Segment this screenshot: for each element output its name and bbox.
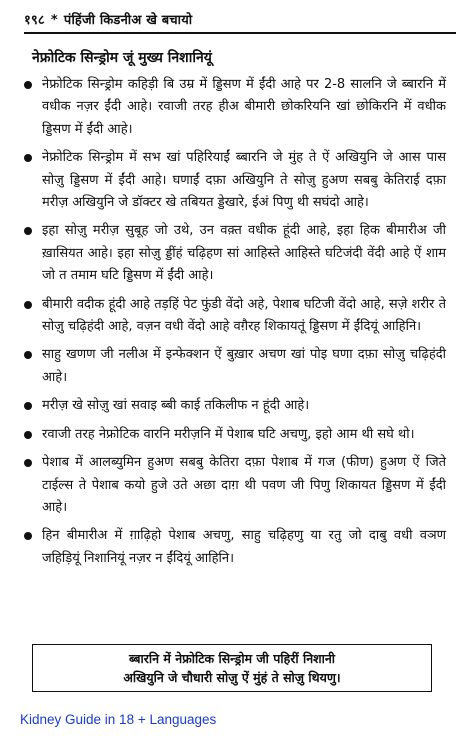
list-item	[22, 220, 446, 287]
list-item-text: मरीज़ खे सोज़ु खां सवाइ ब्बी काई तकिलीफ न हूंदी आहे।	[42, 398, 310, 414]
section-title: नेफ्रोटिक सिन्ड्रोम जूं मुख्य निशानियूं	[32, 50, 212, 66]
list-item-text: बीमारी वदीक हूंदी आहे तड़हिं पेट फुंडी वेंदो अहे, पेशाब घटिजी वेंदो आहे, सज़े शरीर ते सोज़ु चढ़िहंदी आहे, वज़न वधी वेंदो आहे वग़ैरह शिकायतूं ड्डिसण में ईंदियूं आहिनि।	[42, 296, 446, 335]
book-title: पंहिंजी किडनीअ खे बचायो	[63, 13, 193, 28]
bullet-icon	[24, 431, 32, 439]
bullet-icon	[24, 532, 32, 540]
callout-line-1: ब्बारनि में नेफ्रोटिक सिन्ड्रोम जी पहिरीं निशानी	[128, 651, 336, 666]
list-item	[22, 294, 446, 339]
bullet-icon	[24, 351, 32, 359]
list-item-text: पेशाब में आलब्युमिन हुअण सबबु केतिरा दफ़ा पेशाब में गज (फीण) हुअण ऐं जिते टाईल्स ते पेशाब कयो हुजे उते अछा दाग़ थी पवण जी पिणु शिकायत ड्डिसण में ईंदी आहे।	[42, 455, 446, 515]
list-item-text: इहा सोज़ु मरीज़ सुबूह जो उथे, उन वक़्त वधीक हूंदी आहे, इहा हिक बीमारीअ जी ख़ासियत आहे। इहा सोज़ु ड्डींहं चढ़िहण सां आहिस्ते आहिस्ते घटिजंदी वेंदी आहे ऐं शाम जो त तमाम घटि ड्डिसण में ईंदी आहे।	[42, 223, 446, 284]
footer-link[interactable]: Kidney Guide in 18 + Languages	[20, 712, 217, 727]
list-item-text: नेफ्रोटिक सिन्ड्रोम कहिड़ी बि उम्र में ड्डिसण में ईंदी आहे पर 2-8 सालनि जे ब्बारनि में वधीक नज़र ईंदी आहे। रवाजी तरह हीअ बीमारी छोकरियनि खां छोकिरनि में वधीक ड्डिसण में ईंदी आहे।	[42, 77, 446, 137]
bullet-icon	[24, 81, 32, 89]
list-item-text: साहु खणण जी नलीअ में इन्फेक्शन ऐं बुख़ार अचण खां पोइ घणा दफ़ा सोज़ु चढ़िहंदी आहे।	[42, 347, 446, 385]
callout-line-2: अखियुनि जे चौधारी सोज़ु ऐं मुंहं ते सोज़ु थियणु।	[123, 670, 341, 685]
header-rule	[24, 32, 456, 34]
bullet-icon	[24, 402, 32, 410]
list-item	[22, 525, 446, 570]
bullet-icon	[24, 227, 32, 235]
page-header	[24, 10, 450, 28]
bullet-icon	[24, 154, 32, 162]
bullet-icon	[24, 301, 32, 309]
page-number: १९८	[24, 13, 45, 28]
list-item	[22, 147, 446, 214]
list-item-text: नेफ्रोटिक सिन्ड्रोम में सभ खां पहिरियाईं ब्बारनि जे मुंह ते ऐं अखियुनि जे आस पास सोज़ु ड्डिसण में ईंदी आहे। घणाईं दफ़ा अखियुनि ते सोज़ु हुअण सबबु केतिराई दफ़ा मरीज़ अखियुनि जे डॉक्टर खे तबियत ड्डेखारे, ईअं पिणु थी सघंदो आहे।	[42, 150, 446, 211]
list-item	[22, 424, 446, 446]
list-item-text: रवाजी तरह नेफ्रोटिक वारनि मरीज़नि में पेशाब घटि अचणु, इहो आम थी सघे थो।	[42, 426, 415, 442]
list-item-text: हिन बीमारीअ में ग़ाढ़िहो पेशाब अचणु, साहु चढ़िहणु या रतु जो दाबु वधी वञण जहिड़ियूं निशानियूं नज़र न ईंदियूं आहिनि।	[42, 528, 446, 566]
list-item	[22, 395, 446, 417]
list-item	[22, 344, 446, 389]
header-separator: *	[50, 13, 58, 28]
list-item	[22, 452, 446, 519]
symptom-list	[22, 74, 446, 576]
key-sign-callout	[32, 644, 432, 692]
list-item	[22, 74, 446, 141]
bullet-icon	[24, 459, 32, 467]
